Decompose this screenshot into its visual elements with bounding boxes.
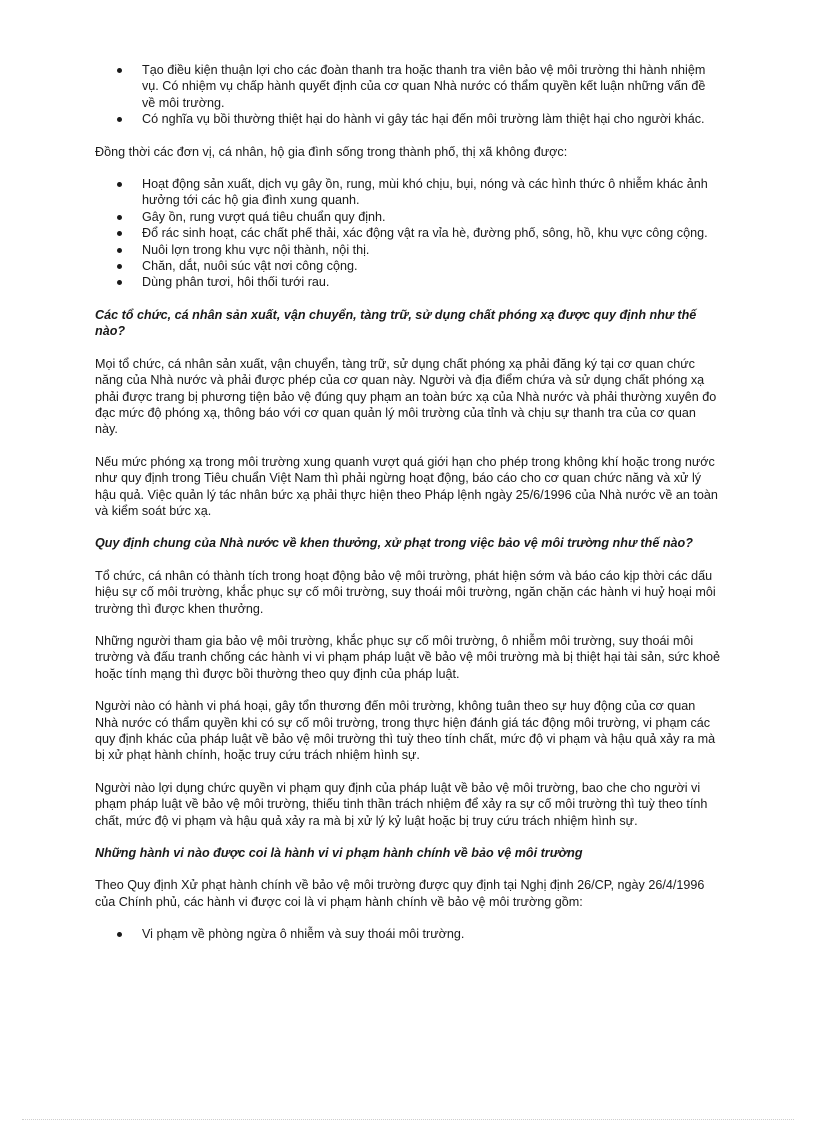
list-item: Tạo điều kiện thuận lợi cho các đoàn thanh tra hoặc thanh tra viên bảo vệ môi trường thi hành nhiệm vụ. Có nhiệm vụ chấp hành quyết định của cơ quan Nhà nước có thẩm quyền kết luận những vấn đề về môi trường. <box>95 62 720 111</box>
section-heading-violations: Những hành vi nào được coi là hành vi vi phạm hành chính về bảo vệ môi trường <box>95 846 583 861</box>
paragraph: Người nào có hành vi phá hoại, gây tổn thương đến môi trường, không tuân theo sự huy động của cơ quan Nhà nước có thẩm quyền khi có sự cố môi trường, trong thực hiện đánh giá tác động môi trường, vi phạm các quy định khác của pháp luật về bảo vệ môi trường thì tuỳ theo tính chất, mức độ vi phạm và hậu quả xảy ra mà bị xử phạt hành chính, hoặc truy cứu trách nhiệm hình sự. <box>95 699 716 763</box>
paragraph: Nếu mức phóng xạ trong môi trường xung quanh vượt quá giới hạn cho phép trong không khí hoặc trong nước như quy định trong Tiêu chuẩn Việt Nam thì phải ngừng hoạt động, báo cáo cho cơ quan chức năng và xử lý hậu quả. Việc quản lý tác nhân bức xạ phải thực hiện theo Pháp lệnh ngày 25/6/1996 của Nhà nước về an toàn và kiểm soát bức xạ. <box>95 454 718 518</box>
list-item: Nuôi lợn trong khu vực nội thành, nội thị. <box>95 242 720 258</box>
section-heading-radiation: Các tổ chức, cá nhân sản xuất, vận chuyển, tàng trữ, sử dụng chất phóng xạ được quy định như thế nào? <box>95 307 697 339</box>
list-item: Dùng phân tươi, hôi thối tưới rau. <box>95 274 720 290</box>
paragraph-intro: Đồng thời các đơn vị, cá nhân, hộ gia đình sống trong thành phố, thị xã không được: <box>95 144 568 159</box>
list-item: Vi phạm về phòng ngừa ô nhiễm và suy thoái môi trường. <box>95 926 720 942</box>
paragraph: Tổ chức, cá nhân có thành tích trong hoạt động bảo vệ môi trường, phát hiện sớm và báo cáo kịp thời các dấu hiệu sự cố môi trường, khắc phục sự cố môi trường, suy thoái môi trường, ngăn chặn các hành vi huỷ hoại môi trường thì được khen thưởng. <box>95 568 716 616</box>
prohibitions-list <box>95 176 720 291</box>
list-item: Gây ồn, rung vượt quá tiêu chuẩn quy định. <box>95 209 720 225</box>
obligations-list <box>95 62 720 128</box>
document-page <box>95 62 720 959</box>
section-heading-rewards-penalties: Quy định chung của Nhà nước về khen thưởng, xử phạt trong việc bảo vệ môi trường như thế nào? <box>95 536 693 551</box>
paragraph: Theo Quy định Xử phạt hành chính về bảo vệ môi trường được quy định tại Nghị định 26/CP, ngày 26/4/1996 của Chính phủ, các hành vi được coi là vi phạm hành chính về bảo vệ môi trường gồm: <box>95 878 705 909</box>
paragraph: Mọi tổ chức, cá nhân sản xuất, vận chuyển, tàng trữ, sử dụng chất phóng xạ phải đăng ký tại cơ quan chức năng của Nhà nước và phải được phép của cơ quan này. Người và địa điểm chứa và sử dụng chất phóng xạ phải được trang bị phương tiện bảo vệ đúng quy phạm an toàn bức xạ của Nhà nước và phải thường xuyên đo đạc mức độ phóng xạ, thông báo với cơ quan quản lý môi trường của tỉnh và chịu sự thanh tra của cơ quan này. <box>95 356 717 437</box>
violations-list <box>95 926 720 942</box>
list-item: Có nghĩa vụ bồi thường thiệt hại do hành vi gây tác hại đến môi trường làm thiệt hại cho người khác. <box>95 111 720 127</box>
list-item: Hoạt động sản xuất, dịch vụ gây ồn, rung, mùi khó chịu, bụi, nóng và các hình thức ô nhiễm khác ảnh hưởng tới các hộ gia đình xung quanh. <box>95 176 720 209</box>
list-item: Đổ rác sinh hoạt, các chất phế thải, xác động vật ra vỉa hè, đường phố, sông, hồ, khu vực công cộng. <box>95 225 720 241</box>
paragraph: Người nào lợi dụng chức quyền vi phạm quy định của pháp luật về bảo vệ môi trường, bao che cho người vi phạm pháp luật về bảo vệ môi trường, thiếu tinh thần trách nhiệm để xảy ra sự cố môi trường thì tuỳ theo tính chất, mức độ vi phạm và hậu quả xảy ra mà bị xử lý kỷ luật hoặc bị truy cứu trách nhiệm hình sự. <box>95 780 708 828</box>
list-item: Chăn, dắt, nuôi súc vật nơi công cộng. <box>95 258 720 274</box>
paragraph: Những người tham gia bảo vệ môi trường, khắc phục sự cố môi trường, ô nhiễm môi trường, suy thoái môi trường và đấu tranh chống các hành vi vi phạm pháp luật về bảo vệ môi trường mà bị thiệt hại tài sản, sức khoẻ hoặc tính mạng thì được bồi thường theo quy định của pháp luật. <box>95 633 720 681</box>
page-bottom-divider <box>22 1119 794 1120</box>
